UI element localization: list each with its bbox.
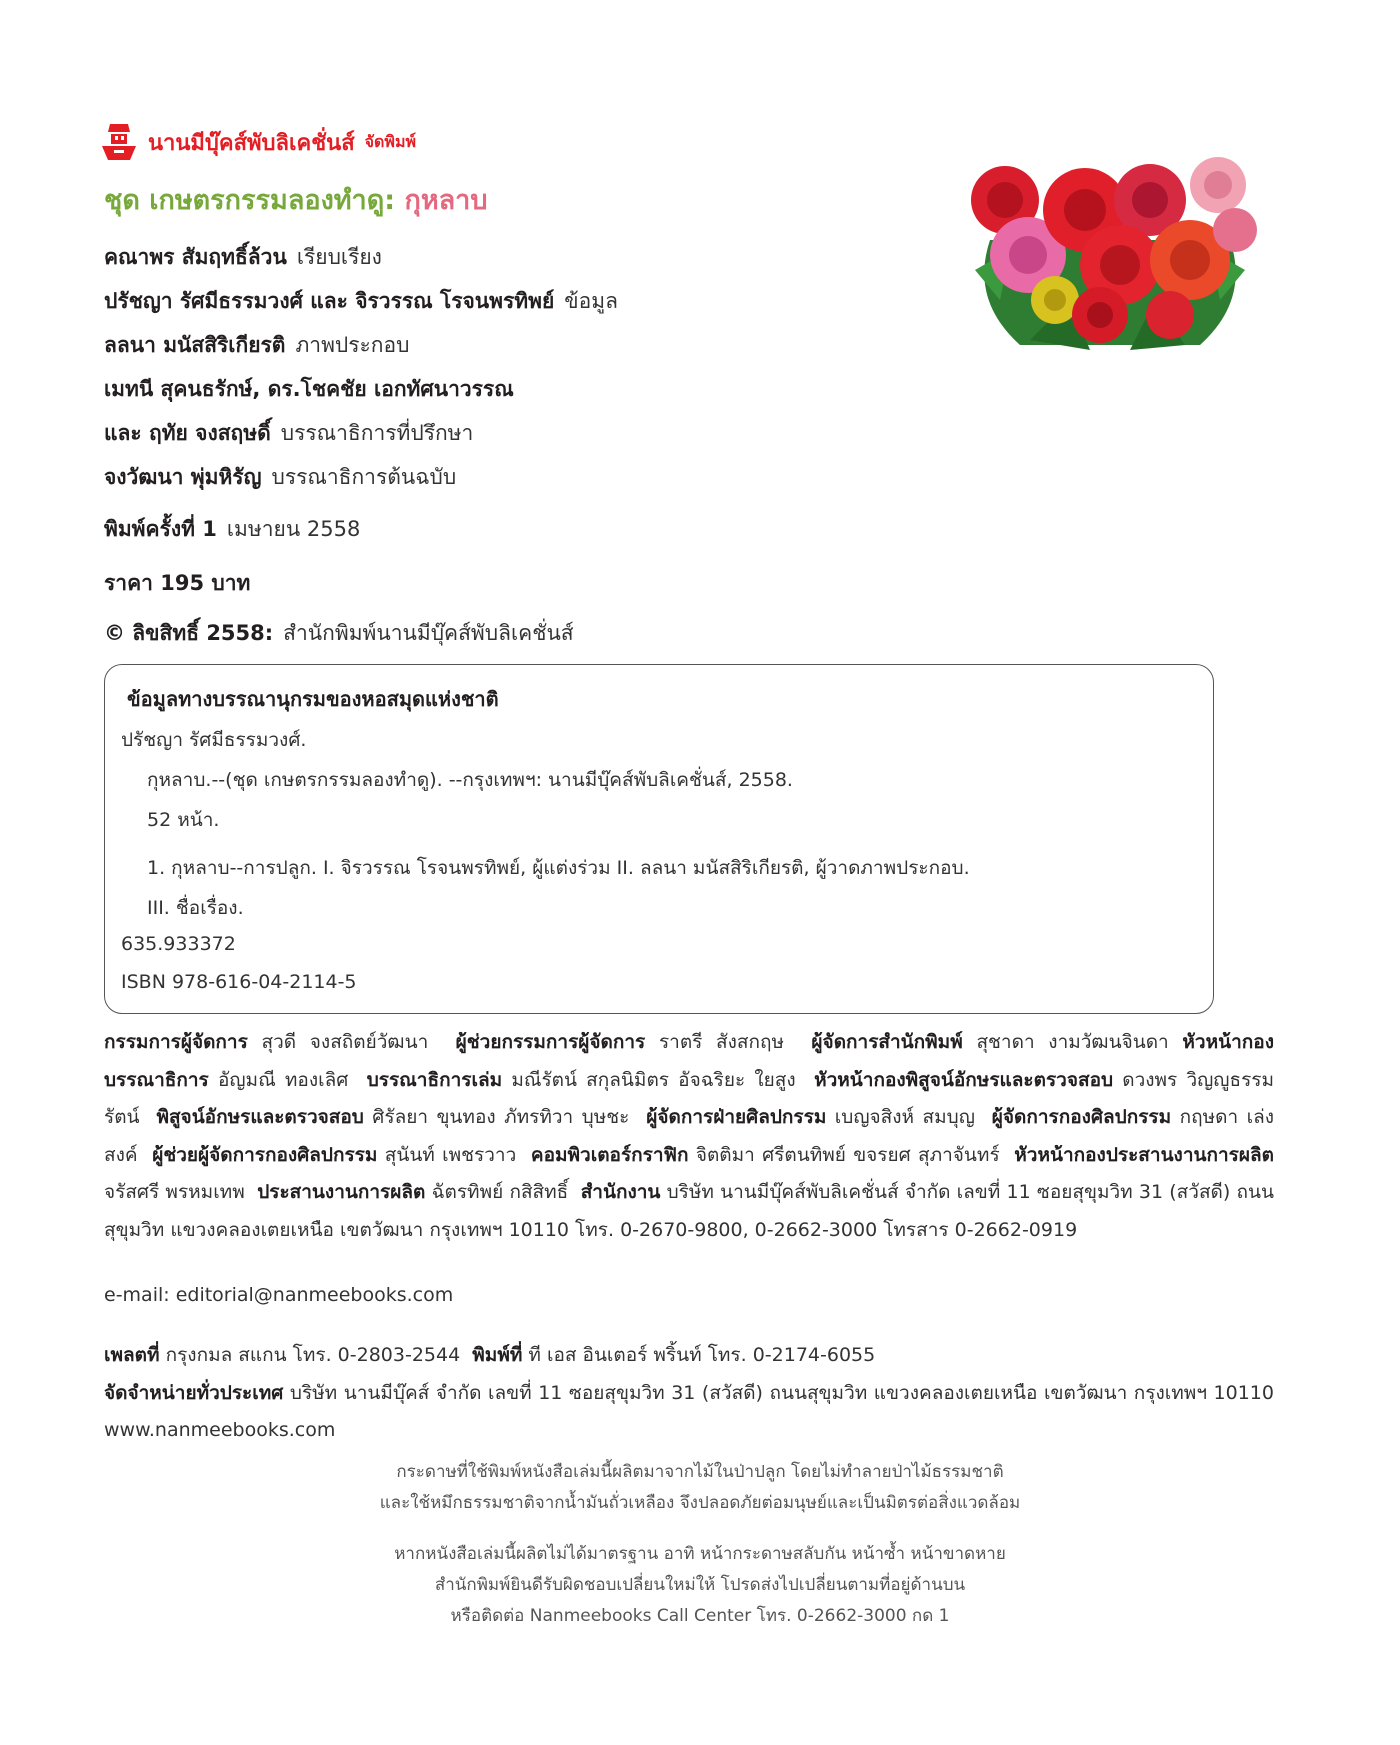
catalog-subjects: 1. กุหลาบ--การปลูก. I. จิรวรรณ โรจนพรทิพย์, ผู้แต่งร่วม II. ลลนา มนัสสิริเกียรติ, ผู้วาดภาพประกอบ. [147, 857, 970, 879]
series-title [104, 178, 487, 221]
credit-advisors-cont: และ ฤทัย จงสฤษดิ์ บรรณาธิการที่ปรึกษา [104, 421, 474, 445]
catalog-box [104, 664, 1214, 1014]
publisher-line [100, 122, 416, 162]
catalog-class-number: 635.933372 [121, 933, 236, 955]
paper-note-2: และใช้หมึกธรรมชาติจากน้ำมันถั่วเหลือง จึงปลอดภัยต่อมนุษย์และเป็นมิตรต่อสิ่งแวดล้อม [379, 1493, 1021, 1513]
book-title: กุหลาบ [404, 185, 488, 216]
edition-line: พิมพ์ครั้งที่ 1 เมษายน 2558 [104, 517, 361, 541]
catalog-pages: 52 หน้า. [147, 809, 220, 831]
staff-list: กรรมการผู้จัดการ สุวดี จงสถิตย์วัฒนา ผู้ช่วยกรรมการผู้จัดการ ราตรี สังสกฤษ ผู้จัดการสำนักพิมพ์ สุชาดา งามวัฒนจินดา หัวหน้ากองบรรณาธิการ อัญมณี ทองเลิศ บรรณาธิการเล่ม มณีรัตน์ สกุลนิมิตร อัจฉริยะ ใยสูง หัวหน้ากองพิสูจน์อักษรและตรวจสอบ ดวงพร วิญญูธรรมรัตน์ พิสูจน์อักษรและตรวจสอบ ศิรัลยา ขุนทอง ภัทรทิวา บุษชะ ผู้จัดการฝ่ายศิลปกรรม เบญจสิงห์ สมบุญ ผู้จัดการกองศิลปกรรม กฤษดา เล่งสงค์ ผู้ช่วยผู้จัดการกองศิลปกรรม สุนันท์ เพชรวาว คอมพิวเตอร์กราฟิก จิตติมา ศรีตนทิพย์ ขจรยศ สุภาจันทร์ หัวหน้ากองประสานงานการผลิต จรัสศรี พรหมเทพ ประสานงานการผลิต ฉัตรทิพย์ กสิสิทธิ์ สำนักงาน บริษัท นานมีบุ๊คส์พับลิเคชั่นส์ จำกัด เลขที่ 11 ซอยสุขุมวิท 31 (สวัสดี) ถนนสุขุมวิท แขวงคลองเตยเหนือ เขตวัฒนา กรุงเทพฯ 10110 โทร. 0-2670-9800, 0-2662-3000 โทรสาร 0-2662-0919 [104, 1031, 1275, 1241]
credit-information: ปรัชญา รัศมีธรรมวงศ์ และ จิรวรรณ โรจนพรทิพย์ ข้อมูล [104, 289, 618, 313]
catalog-title: กุหลาบ.--(ชุด เกษตรกรรมลองทำดู). --กรุงเทพฯ: นานมีบุ๊คส์พับลิเคชั่นส์, 2558. [147, 769, 793, 791]
email-line: e-mail: editorial@nanmeebooks.com [104, 1284, 454, 1306]
catalog-isbn: ISBN 978-616-04-2114-5 [121, 971, 357, 993]
publisher-name: นานมีบุ๊คส์พับลิเคชั่นส์ [148, 130, 355, 156]
catalog-subjects-cont: III. ชื่อเรื่อง. [147, 897, 244, 919]
call-center-note: หรือติดต่อ Nanmeebooks Call Center โทร. 0-2662-3000 กด 1 [450, 1606, 950, 1626]
credit-illustrator: ลลนา มนัสสิริเกียรติ ภาพประกอบ [104, 333, 410, 357]
printing-info: เพลตที่ กรุงกมล สแกน โทร. 0-2803-2544 พิมพ์ที่ ที เอส อินเตอร์ พริ้นท์ โทร. 0-2174-6055 จัดจำหน่ายทั่วประเทศ บริษัท นานมีบุ๊คส์ จำกัด เลขที่ 11 ซอยสุขุมวิท 31 (สวัสดี) ถนนสุขุมวิท แขวงคลองเตยเหนือ เขตวัฒนา กรุงเทพฯ 10110 www.nanmeebooks.com [104, 1344, 1274, 1441]
ship-logo-icon [100, 122, 138, 162]
defect-note-1: หากหนังสือเล่มนี้ผลิตไม่ได้มาตรฐาน อาทิ หน้ากระดาษสลับกัน หน้าซ้ำ หน้าขาดหาย [394, 1544, 1006, 1564]
credit-advisors: เมทนี สุคนธรักษ์, ดร.โชคชัย เอกทัศนาวรรณ [104, 377, 514, 401]
catalog-author: ปรัชญา รัศมีธรรมวงศ์. [121, 729, 307, 751]
paper-note-1: กระดาษที่ใช้พิมพ์หนังสือเล่มนี้ผลิตมาจากไม้ในป่าปลูก โดยไม่ทำลายป่าไม้ธรรมชาติ [396, 1462, 1004, 1482]
roses-illustration [950, 150, 1270, 360]
credit-editor: จงวัฒนา พุ่มหิรัญ บรรณาธิการต้นฉบับ [104, 465, 457, 489]
copyright-line: © ลิขสิทธิ์ 2558: สำนักพิมพ์นานมีบุ๊คส์พับลิเคชั่นส์ [104, 621, 574, 645]
credit-compiler: คณาพร สัมฤทธิ์ล้วน เรียบเรียง [104, 245, 382, 269]
catalog-heading: ข้อมูลทางบรรณานุกรมของหอสมุดแห่งชาติ [127, 687, 499, 711]
series-label: ชุด เกษตรกรรมลองทำดู: [104, 185, 396, 216]
defect-note-2: สำนักพิมพ์ยินดีรับผิดชอบเปลี่ยนใหม่ให้ โปรดส่งไปเปลี่ยนตามที่อยู่ด้านบน [434, 1575, 966, 1595]
price-line: ราคา 195 บาท [104, 571, 251, 595]
publisher-suffix: จัดพิมพ์ [364, 131, 417, 151]
